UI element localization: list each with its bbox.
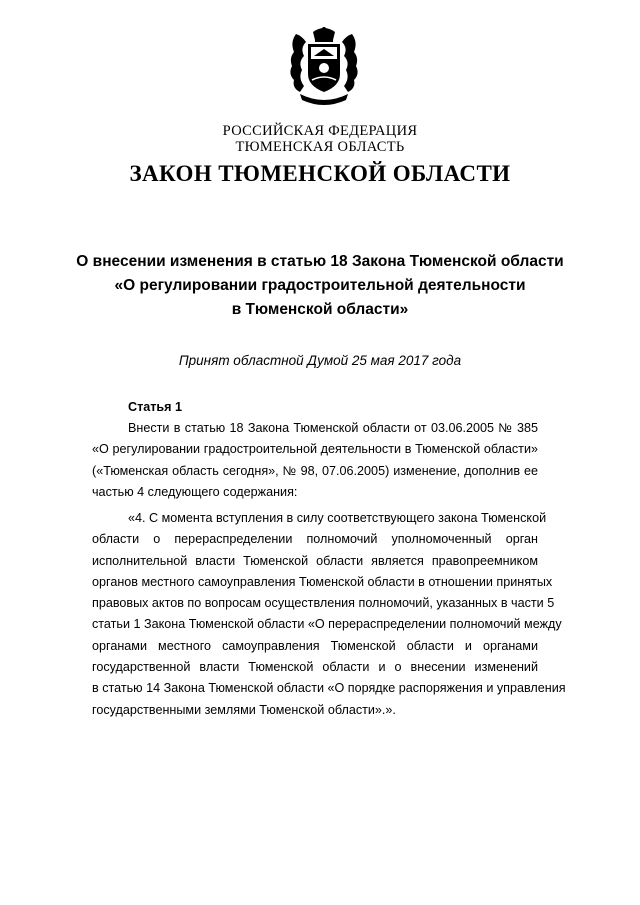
coat-of-arms-icon bbox=[286, 26, 362, 106]
federation-heading: РОССИЙСКАЯ ФЕДЕРАЦИЯ bbox=[222, 123, 418, 139]
paragraph-line: частью 4 следующего содержания: bbox=[92, 484, 298, 499]
paragraph-line: государственной власти Тюменской области и о внесении изменений bbox=[92, 660, 538, 675]
paragraph-line: («Тюменская область сегодня», № 98, 07.06.2005) изменение, дополнив ее bbox=[92, 463, 538, 478]
article-heading: Статья 1 bbox=[128, 400, 183, 414]
paragraph-line: исполнительной власти Тюменской области является правопреемником bbox=[92, 553, 538, 568]
paragraph-line: Внести в статью 18 Закона Тюменской области от 03.06.2005 № 385 bbox=[128, 421, 538, 435]
law-title-line: «О регулировании градостроительной деятельности bbox=[114, 277, 526, 294]
paragraph-line: органов местного самоуправления Тюменской области в отношении принятых bbox=[92, 574, 553, 589]
article-paragraph-2 bbox=[92, 508, 566, 721]
law-title-line: О внесении изменения в статью 18 Закона Тюменской области bbox=[76, 253, 564, 270]
paragraph-line: органами местного самоуправления Тюменской области и органами bbox=[92, 638, 538, 653]
adoption-date: Принят областной Думой 25 мая 2017 года bbox=[178, 353, 462, 368]
paragraph-line: правовых актов по вопросам осуществления полномочий, указанных в части 5 bbox=[92, 596, 555, 611]
document-type-heading: ЗАКОН ТЮМЕНСКОЙ ОБЛАСТИ bbox=[129, 161, 511, 186]
paragraph-line: «О регулировании градостроительной деятельности в Тюменской области» bbox=[92, 442, 538, 457]
paragraph-line: статьи 1 Закона Тюменской области «О перераспределении полномочий между bbox=[92, 617, 562, 632]
law-title-line: в Тюменской области» bbox=[231, 301, 409, 318]
article-paragraph-1 bbox=[92, 418, 538, 503]
paragraph-line: области о перераспределении полномочий уполномоченный орган bbox=[92, 532, 538, 547]
paragraph-line: государственными землями Тюменской области».». bbox=[92, 702, 396, 717]
paragraph-line: в статью 14 Закона Тюменской области «О порядке распоряжения и управления bbox=[92, 681, 566, 696]
paragraph-line: «4. С момента вступления в силу соответствующего закона Тюменской bbox=[128, 511, 547, 525]
region-heading: ТЮМЕНСКАЯ ОБЛАСТЬ bbox=[235, 139, 405, 155]
